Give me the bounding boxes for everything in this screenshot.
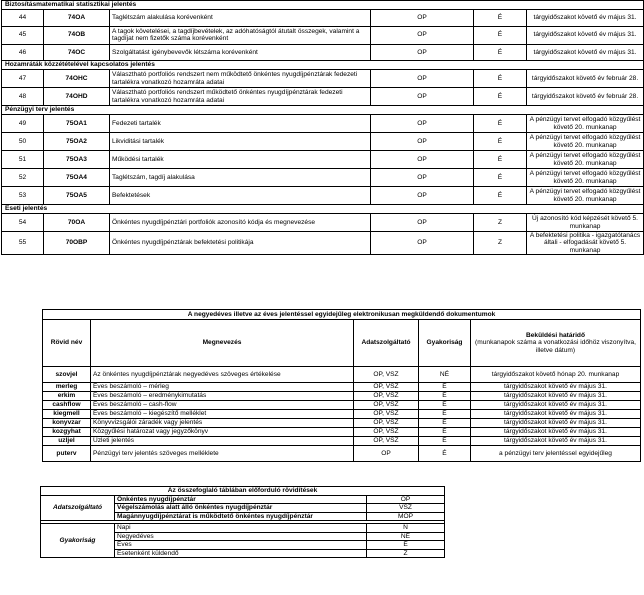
abbreviation-row	[41, 495, 445, 504]
abbreviation-row	[41, 524, 445, 533]
document-short-name: puterv	[43, 446, 91, 462]
header-provider: Adatszolgáltató	[354, 320, 419, 367]
document-provider: OP, VSZ	[354, 410, 419, 419]
document-frequency: É	[419, 383, 471, 392]
document-row	[43, 383, 641, 392]
document-provider: OP, VSZ	[354, 392, 419, 401]
document-provider: OP, VSZ	[354, 383, 419, 392]
document-row	[43, 419, 641, 428]
abbreviation-code: VSZ	[367, 504, 445, 513]
abbreviation-code: N	[367, 524, 445, 533]
report-frequency: Z	[474, 232, 527, 255]
document-provider: OP, VSZ	[354, 367, 419, 383]
report-frequency: É	[474, 26, 527, 44]
document-deadline: tárgyidőszakot követő év május 31.	[471, 437, 641, 446]
row-number: 52	[2, 169, 44, 187]
document-name: Közgyűlési határozat vagy jegyzőkönyv	[91, 428, 354, 437]
section-header-row	[2, 61, 644, 70]
report-row	[2, 187, 644, 205]
abbreviations-title-row	[41, 487, 445, 496]
documents-body	[43, 367, 641, 462]
abbreviation-code: OP	[367, 495, 445, 504]
report-provider: OP	[371, 115, 474, 133]
report-description: Választható portfoliós rendszert nem működtető önkéntes nyugdíjpénztárak fedezeti tartalékra vonatkozó hozamráta adatai	[110, 70, 371, 88]
report-description: Fedezeti tartalék	[110, 115, 371, 133]
abbreviations-table-title: Az összefoglaló táblában előforduló rövidítések	[41, 487, 445, 496]
report-row	[2, 169, 644, 187]
report-row	[2, 214, 644, 232]
document-short-name: konyvzar	[43, 419, 91, 428]
report-code: 74OA	[44, 10, 110, 27]
report-deadline: tárgyidőszakot követő év május 31.	[527, 26, 644, 44]
document-short-name: cashflow	[43, 401, 91, 410]
report-provider: OP	[371, 88, 474, 106]
section-title: Biztosításmatematikai statisztikai jelentés	[2, 1, 644, 10]
report-provider: OP	[371, 151, 474, 169]
report-provider: OP	[371, 26, 474, 44]
report-deadline: A befektetési politika - igazgatótanács általi - elfogadását követő 5. munkanap	[527, 232, 644, 255]
report-deadline: A pénzügyi tervet elfogadó közgyűlést követő 20. munkanap	[527, 115, 644, 133]
report-code: 75OA4	[44, 169, 110, 187]
report-code: 74OB	[44, 26, 110, 44]
report-frequency: É	[474, 133, 527, 151]
section-title: Pénzügyi terv jelentés	[2, 106, 644, 115]
abbreviation-meaning: Negyedéves	[115, 532, 367, 541]
header-name: Megnevezés	[91, 320, 354, 367]
document-deadline: tárgyidőszakot követő hónap 20. munkanap	[471, 367, 641, 383]
document-deadline: tárgyidőszakot követő év május 31.	[471, 401, 641, 410]
document-deadline: tárgyidőszakot követő év május 31.	[471, 392, 641, 401]
report-list-body	[2, 1, 644, 255]
report-frequency: Z	[474, 214, 527, 232]
document-name: Éves beszámoló – eredménykimutatás	[91, 392, 354, 401]
report-deadline: A pénzügyi tervet elfogadó közgyűlést követő 20. munkanap	[527, 187, 644, 205]
abbreviation-code: É	[367, 541, 445, 550]
report-description: Önkéntes nyugdíjpénztári portfoliók azonosító kódja és megnevezése	[110, 214, 371, 232]
report-code: 74OHC	[44, 70, 110, 88]
header-frequency: Gyakoriság	[419, 320, 471, 367]
report-row	[2, 26, 644, 44]
report-deadline: tárgyidőszakot követő év május 31.	[527, 44, 644, 61]
document-name: Az önkéntes nyugdíjpénztárak negyedéves szöveges értékelése	[91, 367, 354, 383]
document-short-name: kozgyhat	[43, 428, 91, 437]
report-description: Választható portfoliós rendszert működtető önkéntes nyugdíjpénztárak fedezeti tartalékra vonatkozó hozamráta adatai	[110, 88, 371, 106]
report-provider: OP	[371, 169, 474, 187]
report-description: Működési tartalék	[110, 151, 371, 169]
document-name: Pénzügyi terv jelentés szöveges melléklete	[91, 446, 354, 462]
document-provider: OP, VSZ	[354, 428, 419, 437]
report-frequency: É	[474, 70, 527, 88]
document-row	[43, 410, 641, 419]
row-number: 49	[2, 115, 44, 133]
report-frequency: É	[474, 115, 527, 133]
abbreviation-code: MOP	[367, 512, 445, 521]
section-title: Hozamráták közzétételével kapcsolatos jelentés	[2, 61, 644, 70]
row-number: 51	[2, 151, 44, 169]
section-header-row	[2, 1, 644, 10]
row-number: 50	[2, 133, 44, 151]
document-row	[43, 401, 641, 410]
document-row	[43, 437, 641, 446]
document-frequency: NÉ	[419, 367, 471, 383]
report-description: Szolgáltatást igénybevevők létszáma korévenként	[110, 44, 371, 61]
document-deadline: tárgyidőszakot követő év május 31.	[471, 410, 641, 419]
document-short-name: kiegmell	[43, 410, 91, 419]
report-deadline: Új azonosító kód képzését követő 5. munkanap	[527, 214, 644, 232]
report-description: Likviditási tartalék	[110, 133, 371, 151]
document-deadline: tárgyidőszakot követő év május 31.	[471, 419, 641, 428]
abbreviation-code: Z	[367, 549, 445, 558]
header-deadline-label: Beküldési határidő	[526, 331, 585, 339]
document-name: Éves beszámoló – kiegészítő melléklet	[91, 410, 354, 419]
report-provider: OP	[371, 232, 474, 255]
report-provider: OP	[371, 187, 474, 205]
report-frequency: É	[474, 88, 527, 106]
report-provider: OP	[371, 70, 474, 88]
document-provider: OP, VSZ	[354, 419, 419, 428]
document-name: Éves beszámoló – cash-flow	[91, 401, 354, 410]
document-frequency: É	[419, 437, 471, 446]
document-frequency: É	[419, 410, 471, 419]
section-header-row	[2, 106, 644, 115]
document-deadline: a pénzügyi terv jelentéssel egyidejűleg	[471, 446, 641, 462]
document-row	[43, 367, 641, 383]
document-frequency: É	[419, 401, 471, 410]
report-row	[2, 88, 644, 106]
report-row	[2, 70, 644, 88]
report-provider: OP	[371, 214, 474, 232]
row-number: 46	[2, 44, 44, 61]
report-provider: OP	[371, 10, 474, 27]
abbreviation-meaning: Végelszámolás alatt álló önkéntes nyugdíjpénztár	[115, 504, 367, 513]
report-row	[2, 232, 644, 255]
report-frequency: É	[474, 10, 527, 27]
documents-table-title: A negyedéves illetve az éves jelentéssel egyidejűleg elektronikusan megküldendő dokumentumok	[43, 310, 641, 320]
row-number: 54	[2, 214, 44, 232]
document-deadline: tárgyidőszakot követő év május 31.	[471, 428, 641, 437]
abbreviation-meaning: Önkéntes nyugdíjpénztár	[115, 495, 367, 504]
report-description: A tagok követelései, a tagdíjbevételek, az adóhatóságtól átutalt összegek, valamint a tagdíjat nem fizetők száma korévenként	[110, 26, 371, 44]
document-deadline: tárgyidőszakot követő év május 31.	[471, 383, 641, 392]
row-number: 53	[2, 187, 44, 205]
report-code: 75OA5	[44, 187, 110, 205]
report-code: 74OC	[44, 44, 110, 61]
report-deadline: tárgyidőszakot követő év május 31.	[527, 10, 644, 27]
report-description: Taglétszám, tagdíj alakulása	[110, 169, 371, 187]
abbreviation-group-label: Gyakoriság	[41, 524, 115, 558]
document-row	[43, 428, 641, 437]
report-frequency: É	[474, 44, 527, 61]
report-description: Önkéntes nyugdíjpénztárak befektetési politikája	[110, 232, 371, 255]
document-frequency: É	[419, 446, 471, 462]
report-frequency: É	[474, 187, 527, 205]
section-header-row	[2, 205, 644, 214]
abbreviation-meaning: Esetenként küldendő	[115, 549, 367, 558]
report-provider: OP	[371, 133, 474, 151]
report-deadline: A pénzügyi tervet elfogadó közgyűlést követő 20. munkanap	[527, 133, 644, 151]
report-code: 75OA2	[44, 133, 110, 151]
document-short-name: uzljel	[43, 437, 91, 446]
documents-header-row	[43, 320, 641, 367]
report-deadline: tárgyidőszakot követő év február 28.	[527, 88, 644, 106]
abbreviation-meaning: Napi	[115, 524, 367, 533]
document-provider: OP, VSZ	[354, 401, 419, 410]
document-row	[43, 392, 641, 401]
document-provider: OP, VSZ	[354, 437, 419, 446]
documents-table	[42, 309, 641, 462]
header-short-name: Rövid név	[43, 320, 91, 367]
report-code: 70OA	[44, 214, 110, 232]
document-short-name: erkim	[43, 392, 91, 401]
row-number: 55	[2, 232, 44, 255]
report-frequency: É	[474, 151, 527, 169]
header-deadline-note: (munkanapok száma a vonatkozási időhöz viszonyítva, illetve dátum)	[475, 339, 636, 354]
row-number: 44	[2, 10, 44, 27]
document-short-name: szovjel	[43, 367, 91, 383]
abbreviation-meaning: Magánnyugdíjpénztárat is működtető önkéntes nyugdíjpénztár	[115, 512, 367, 521]
report-frequency: É	[474, 169, 527, 187]
document-name: Éves beszámoló – mérleg	[91, 383, 354, 392]
report-list-table	[1, 0, 644, 255]
report-row	[2, 44, 644, 61]
section-title: Eseti jelentés	[2, 205, 644, 214]
report-code: 75OA3	[44, 151, 110, 169]
report-deadline: A pénzügyi tervet elfogadó közgyűlést követő 20. munkanap	[527, 151, 644, 169]
report-row	[2, 115, 644, 133]
report-code: 70OBP	[44, 232, 110, 255]
report-row	[2, 151, 644, 169]
report-row	[2, 133, 644, 151]
document-row	[43, 446, 641, 462]
report-code: 75OA1	[44, 115, 110, 133]
report-description: Taglétszám alakulása korévenként	[110, 10, 371, 27]
abbreviations-table	[40, 486, 445, 558]
document-short-name: merleg	[43, 383, 91, 392]
document-frequency: É	[419, 419, 471, 428]
abbreviation-group-label: Adatszolgáltató	[41, 495, 115, 521]
document-name: Üzleti jelentés	[91, 437, 354, 446]
abbreviations-body	[41, 495, 445, 558]
row-number: 45	[2, 26, 44, 44]
report-row	[2, 10, 644, 27]
documents-title-row	[43, 310, 641, 320]
report-deadline: A pénzügyi tervet elfogadó közgyűlést követő 20. munkanap	[527, 169, 644, 187]
abbreviation-meaning: Éves	[115, 541, 367, 550]
report-description: Befektetések	[110, 187, 371, 205]
document-provider: OP	[354, 446, 419, 462]
row-number: 48	[2, 88, 44, 106]
document-frequency: É	[419, 428, 471, 437]
abbreviation-code: NÉ	[367, 532, 445, 541]
document-name: Könyvvizsgálói záradék vagy jelentés	[91, 419, 354, 428]
header-deadline	[471, 320, 641, 367]
report-provider: OP	[371, 44, 474, 61]
report-deadline: tárgyidőszakot követő év február 28.	[527, 70, 644, 88]
document-frequency: É	[419, 392, 471, 401]
report-code: 74OHD	[44, 88, 110, 106]
row-number: 47	[2, 70, 44, 88]
